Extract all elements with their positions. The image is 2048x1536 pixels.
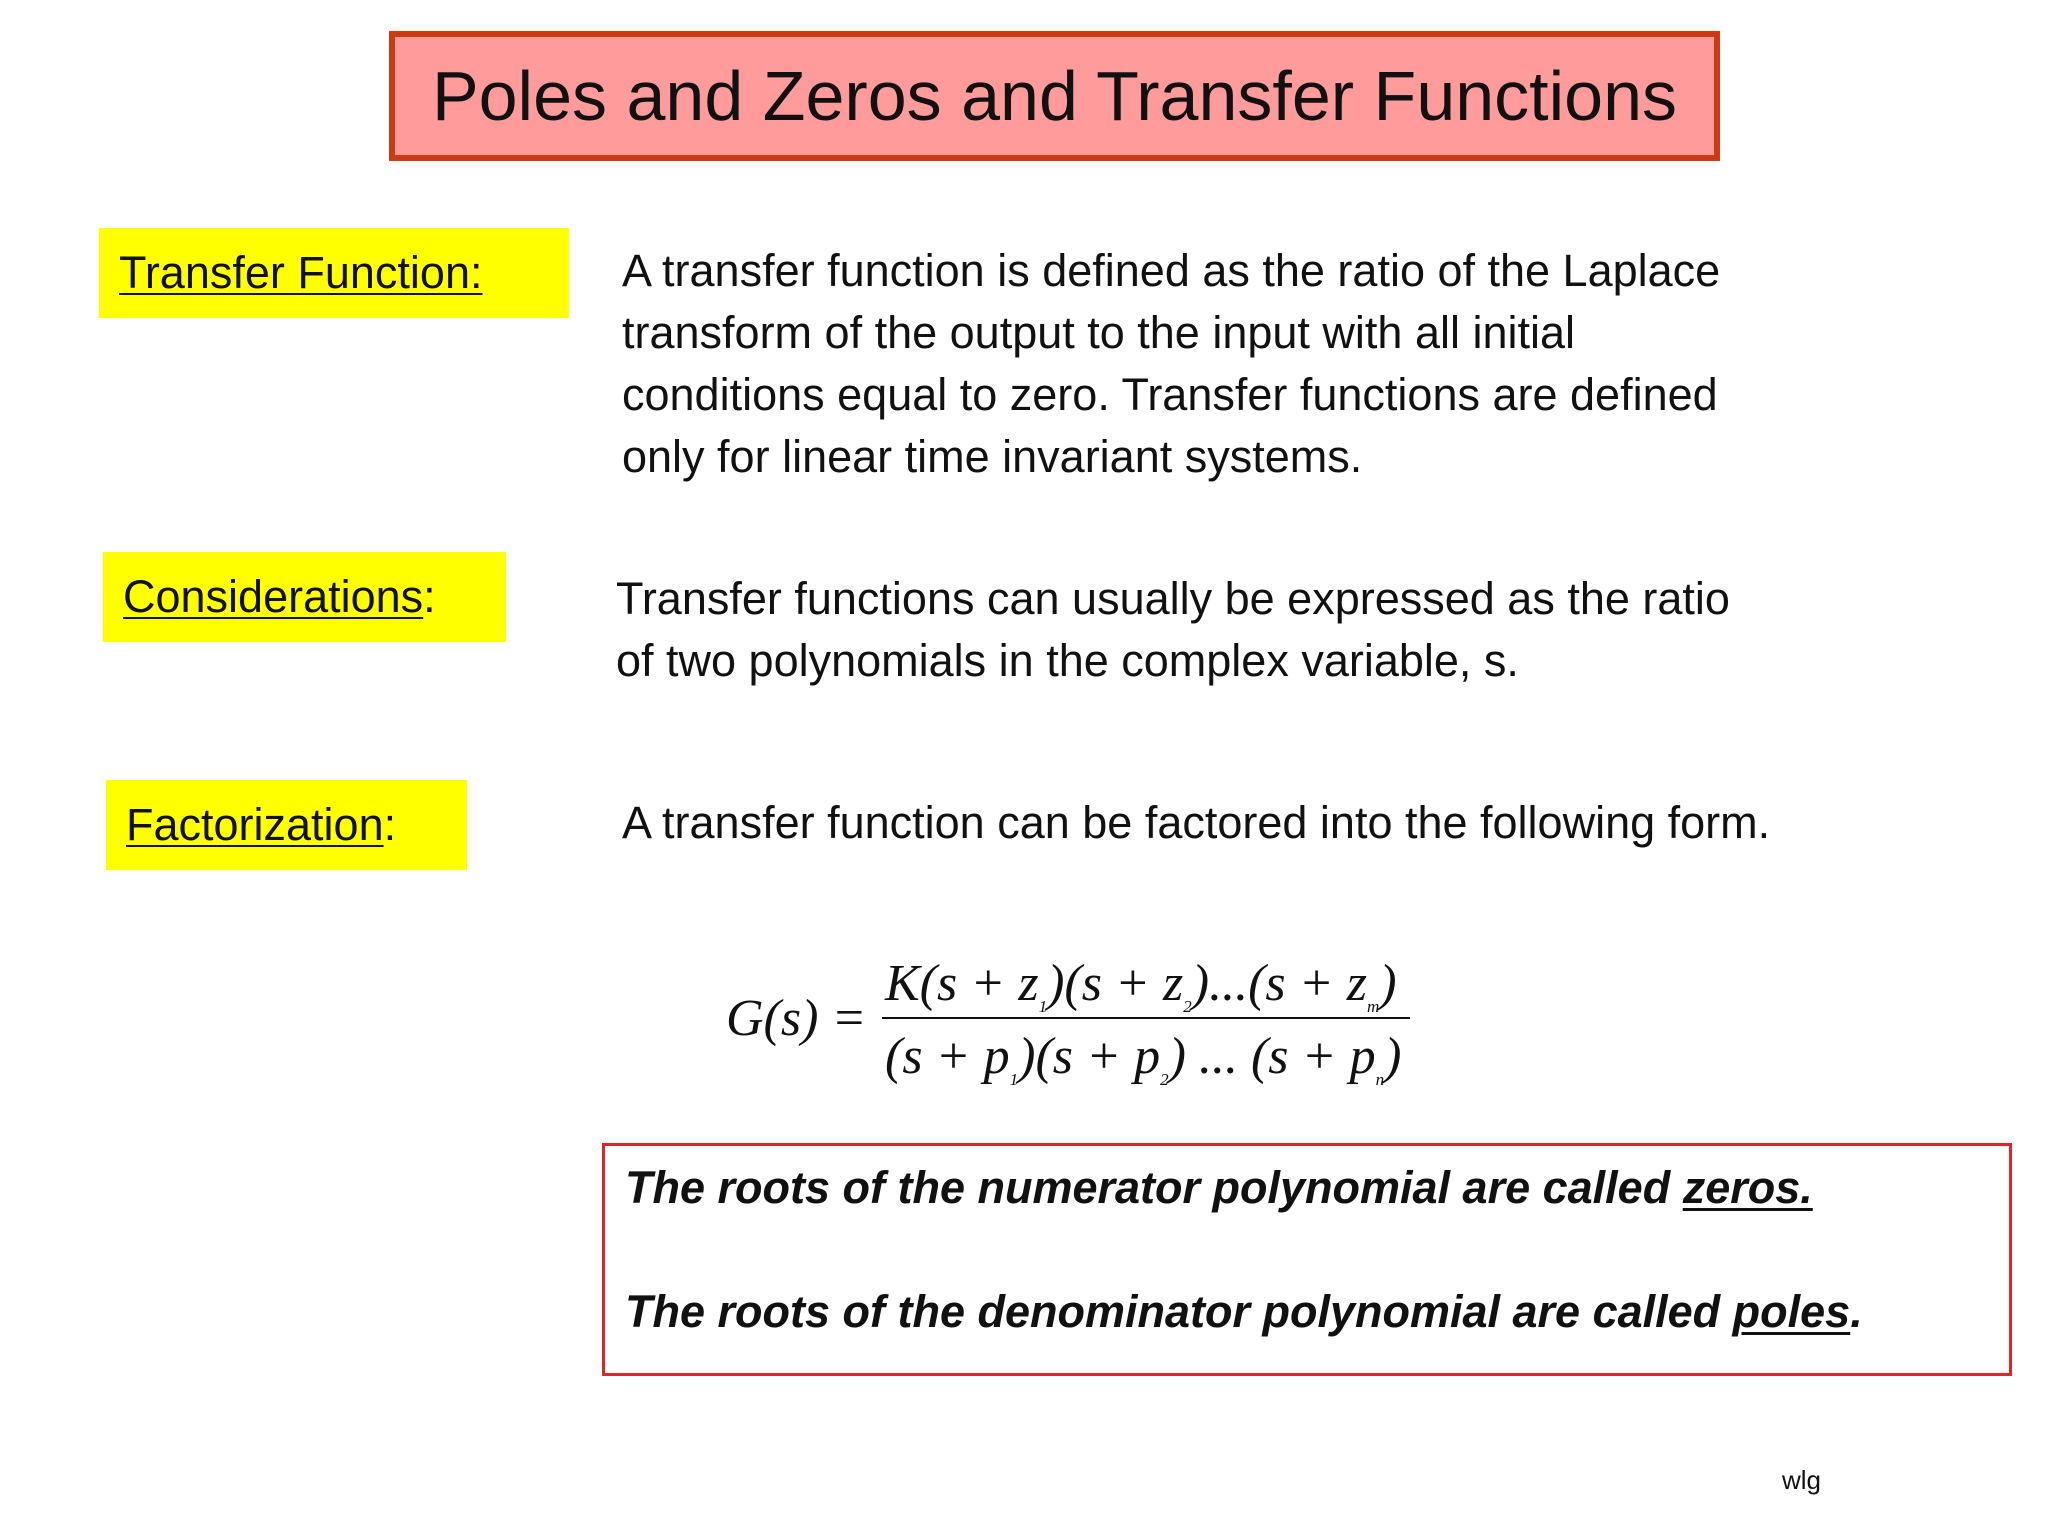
- transfer-function-label: [99, 228, 569, 318]
- definition-line-3: conditions equal to zero. Transfer functions are defined: [622, 369, 1718, 420]
- poles-statement-text: The roots of the denominator polynomial are called: [625, 1286, 1733, 1337]
- factorization-label: [106, 780, 467, 870]
- transfer-function-formula: [720, 945, 1420, 1095]
- factorization-text: A transfer function can be factored into the following form.: [622, 797, 1771, 848]
- zeros-statement: [625, 1162, 1813, 1214]
- definition-line-4: only for linear time invariant systems.: [622, 431, 1363, 482]
- transfer-function-definition: [622, 240, 1872, 488]
- footer-initials: wlg: [1782, 1465, 1822, 1495]
- zeros-statement-text: The roots of the numerator polynomial are called: [625, 1162, 1683, 1213]
- considerations-text: [616, 568, 1866, 692]
- factorization-label-text: Factorization: [126, 799, 384, 850]
- considerations-line-1: Transfer functions can usually be expressed as the ratio: [616, 573, 1730, 624]
- slide-title: Poles and Zeros and Transfer Functions: [431, 57, 1678, 135]
- formula-svg: [720, 945, 1420, 1095]
- poles-period: .: [1850, 1286, 1863, 1337]
- formula-lhs: G(s) =: [726, 990, 867, 1047]
- poles-statement: [625, 1286, 1863, 1338]
- considerations-label-text: Considerations: [123, 571, 424, 622]
- transfer-function-label-text: Transfer Function:: [119, 247, 483, 298]
- considerations-label: [103, 552, 506, 642]
- definition-line-2: transform of the output to the input with all initial: [622, 307, 1576, 358]
- formula-numerator: $K(s + z_1)(s + z_2)...(s + z_m)$: [885, 955, 1397, 1016]
- factorization-label-colon: :: [383, 799, 397, 850]
- zeros-term: zeros.: [1682, 1162, 1813, 1213]
- considerations-line-2: of two polynomials in the complex variable, s.: [616, 635, 1519, 686]
- formula-denominator: $(s + p_1)(s + p_2)$ ... $(s + p_n)$: [885, 1028, 1402, 1089]
- definition-line-1: A transfer function is defined as the ratio of the Laplace: [622, 245, 1721, 296]
- roots-definition-box: [602, 1143, 2012, 1376]
- considerations-label-colon: :: [423, 571, 436, 622]
- title-box: [389, 31, 1720, 161]
- poles-term: poles: [1732, 1286, 1851, 1337]
